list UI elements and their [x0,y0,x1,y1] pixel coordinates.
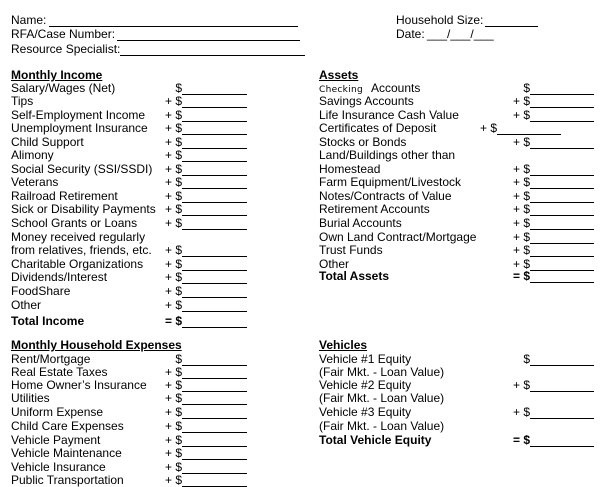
asset-row-amount-field[interactable] [497,122,561,135]
asset-row-prefix: + $ [512,94,530,108]
assets-heading: Assets [319,68,359,82]
vehicle-row-amount-field[interactable] [530,353,594,366]
expense-row-label: Real Estate Taxes [11,365,108,379]
resource-specialist-label: Resource Specialist: [11,42,121,56]
income-row-amount-field[interactable] [182,82,247,95]
total-assets-label: Total Assets [319,269,390,283]
monthly-expenses-heading: Monthly Household Expenses [11,338,182,352]
resource-specialist-field[interactable] [120,43,305,56]
income-row-label: Money received regularly [11,230,146,244]
total-income-label: Total Income [11,314,85,328]
asset-row-amount-field[interactable] [530,231,594,244]
income-row-label: Veterans [11,175,59,189]
asset-row-prefix: + $ [512,230,530,244]
expense-row-prefix: + $ [164,391,182,405]
income-row-label: Tips [11,94,34,108]
expense-row-label: Vehicle Payment [11,433,101,447]
total-assets-prefix: = $ [512,269,530,283]
income-row-label: Railroad Retirement [11,189,118,203]
vehicle-row-label: Vehicle #1 Equity [319,352,412,366]
asset-row-amount-field[interactable] [530,136,594,149]
income-row-amount-field[interactable] [182,299,247,312]
asset-row-label: Life Insurance Cash Value [319,108,459,122]
expense-row-prefix: $ [175,352,182,366]
asset-row-label: Farm Equipment/Livestock [319,175,462,189]
income-row-prefix: + $ [164,243,182,257]
income-row-prefix: + $ [164,175,182,189]
income-row-amount-field[interactable] [182,109,247,122]
income-row-amount-field[interactable] [182,122,247,135]
expense-row-label: Utilities [11,391,50,405]
expense-row-label: Child Care Expenses [11,419,124,433]
income-row-amount-field[interactable] [182,258,247,271]
asset-row-prefix: + $ [512,108,530,122]
expense-row-amount-field[interactable] [182,353,247,366]
expense-row-prefix: + $ [164,405,182,419]
expense-row-prefix: + $ [164,419,182,433]
asset-row-amount-field[interactable] [530,203,594,216]
expense-row-prefix: + $ [164,460,182,474]
asset-row-label: Burial Accounts [319,216,402,230]
vehicle-row-label: (Fair Mkt. - Loan Value) [319,391,445,405]
asset-row-amount-field[interactable] [530,176,594,189]
asset-row-label: Trust Funds [319,243,383,257]
household-size-label: Household Size: [396,13,484,27]
total-assets-field[interactable] [530,270,594,283]
income-row-amount-field[interactable] [182,285,247,298]
income-row-label: Salary/Wages (Net) [11,81,116,95]
asset-row-prefix: + $ [512,202,530,216]
name-field[interactable] [49,14,298,27]
vehicle-row-prefix: + $ [512,405,530,419]
asset-row-prefix: + $ [512,189,530,203]
total-income-field[interactable] [182,315,247,328]
asset-row-amount-field[interactable] [530,163,594,176]
income-row-label: Charitable Organizations [11,257,144,271]
income-row-prefix: + $ [164,94,182,108]
expense-row-prefix: + $ [164,378,182,392]
income-row-prefix: + $ [164,121,182,135]
asset-row-prefix: + $ [479,121,497,135]
income-row-prefix: + $ [164,189,182,203]
expense-row-prefix: + $ [164,446,182,460]
income-row-prefix: + $ [164,216,182,230]
vehicle-row-label: (Fair Mkt. - Loan Value) [319,419,445,433]
asset-row-label: Other [319,257,350,271]
vehicle-row-prefix: + $ [512,378,530,392]
income-row-amount-field[interactable] [182,244,247,257]
expense-row-prefix: + $ [164,433,182,447]
vehicle-row-amount-field[interactable] [530,406,594,419]
asset-row-amount-field[interactable] [530,190,594,203]
income-row-label: Unemployment Insurance [11,121,148,135]
income-row-prefix: + $ [164,270,182,284]
accounts-label: Accounts [371,81,421,95]
income-row-amount-field[interactable] [182,217,247,230]
vehicle-row-label: (Fair Mkt. - Loan Value) [319,365,445,379]
expense-row-label: Public Transportation [11,473,124,487]
income-row-label: Dividends/Interest [11,270,108,284]
expense-row-label: Vehicle Insurance [11,460,106,474]
asset-row-label: Retirement Accounts [319,202,430,216]
asset-row-amount-field[interactable] [530,95,594,108]
income-row-label: Child Support [11,135,84,149]
income-row-prefix: + $ [164,162,182,176]
monthly-income-heading: Monthly Income [11,68,103,82]
income-row-amount-field[interactable] [182,163,247,176]
income-row-label: from relatives, friends, etc. [11,243,152,257]
date-field[interactable]: ___/___/___ [427,27,494,41]
income-row-label: Social Security (SSI/SSDI) [11,162,153,176]
income-row-amount-field[interactable] [182,190,247,203]
income-row-prefix: + $ [164,298,182,312]
date-label: Date: [396,27,425,41]
expense-row-amount-field[interactable] [182,379,247,392]
income-row-prefix: + $ [164,284,182,298]
income-row-amount-field[interactable] [182,149,247,162]
income-row-prefix: + $ [164,108,182,122]
total-income-prefix: = $ [164,314,182,328]
income-row-amount-field[interactable] [182,271,247,284]
asset-row-amount-field[interactable] [530,109,594,122]
vehicle-row-prefix: $ [523,352,530,366]
income-row-label: Sick or Disability Payments [11,202,156,216]
asset-row-prefix: + $ [512,257,530,271]
vehicle-row-label: Vehicle #2 Equity [319,378,412,392]
expense-row-amount-field[interactable] [182,406,247,419]
checking-prefix: $ [523,81,530,95]
income-row-amount-field[interactable] [182,176,247,189]
expense-row-prefix: + $ [164,473,182,487]
asset-row-label: Land/Buildings other than [319,148,456,162]
expense-row-amount-field[interactable] [182,461,247,474]
expense-row-amount-field[interactable] [182,474,247,487]
rfa-case-number-label: RFA/Case Number: [11,27,116,41]
household-size-field[interactable] [485,14,538,27]
expense-row-amount-field[interactable] [182,434,247,447]
asset-row-label: Own Land Contract/Mortgage [319,230,477,244]
asset-row-label: Certificates of Deposit [319,121,437,135]
expense-row-label: Uniform Expense [11,405,104,419]
vehicle-row-amount-field[interactable] [530,379,594,392]
income-row-amount-field[interactable] [182,95,247,108]
asset-row-amount-field[interactable] [530,244,594,257]
total-vehicle-equity-label: Total Vehicle Equity [319,433,432,447]
asset-row-label: Stocks or Bonds [319,135,407,149]
asset-row-label: Homestead [319,162,381,176]
income-row-prefix: + $ [164,202,182,216]
income-row-prefix: + $ [164,135,182,149]
income-row-label: Self-Employment Income [11,108,146,122]
asset-row-prefix: + $ [512,175,530,189]
income-row-label: FoodShare [11,284,71,298]
expense-row-label: Home Owner’s Insurance [11,378,147,392]
expense-row-amount-field[interactable] [182,447,247,460]
income-row-label: Alimony [11,148,54,162]
expense-row-amount-field[interactable] [182,420,247,433]
rfa-case-number-field[interactable] [117,28,300,41]
expense-row-amount-field[interactable] [182,366,247,379]
expense-row-amount-field[interactable] [182,392,247,405]
total-vehicle-equity-field[interactable] [530,434,594,447]
asset-row-prefix: + $ [512,162,530,176]
asset-row-label: Notes/Contracts of Value [319,189,452,203]
asset-row-prefix: + $ [512,216,530,230]
checking-field[interactable] [530,82,594,95]
income-row-amount-field[interactable] [182,136,247,149]
income-row-prefix: $ [175,81,182,95]
vehicle-row-label: Vehicle #3 Equity [319,405,412,419]
income-row-label: Other [11,298,42,312]
vehicles-heading: Vehicles [319,338,368,352]
asset-row-label: Savings Accounts [319,94,414,108]
income-row-prefix: + $ [164,148,182,162]
checking-label: Checking [319,85,364,95]
expense-row-label: Vehicle Maintenance [11,446,122,460]
asset-row-amount-field[interactable] [530,217,594,230]
total-vehicle-equity-prefix: = $ [512,433,530,447]
asset-row-prefix: + $ [512,135,530,149]
expense-row-prefix: + $ [164,365,182,379]
asset-row-prefix: + $ [512,243,530,257]
income-row-label: School Grants or Loans [11,216,138,230]
income-row-amount-field[interactable] [182,203,247,216]
income-row-prefix: + $ [164,257,182,271]
expense-row-label: Rent/Mortgage [11,352,91,366]
name-label: Name: [11,13,47,27]
